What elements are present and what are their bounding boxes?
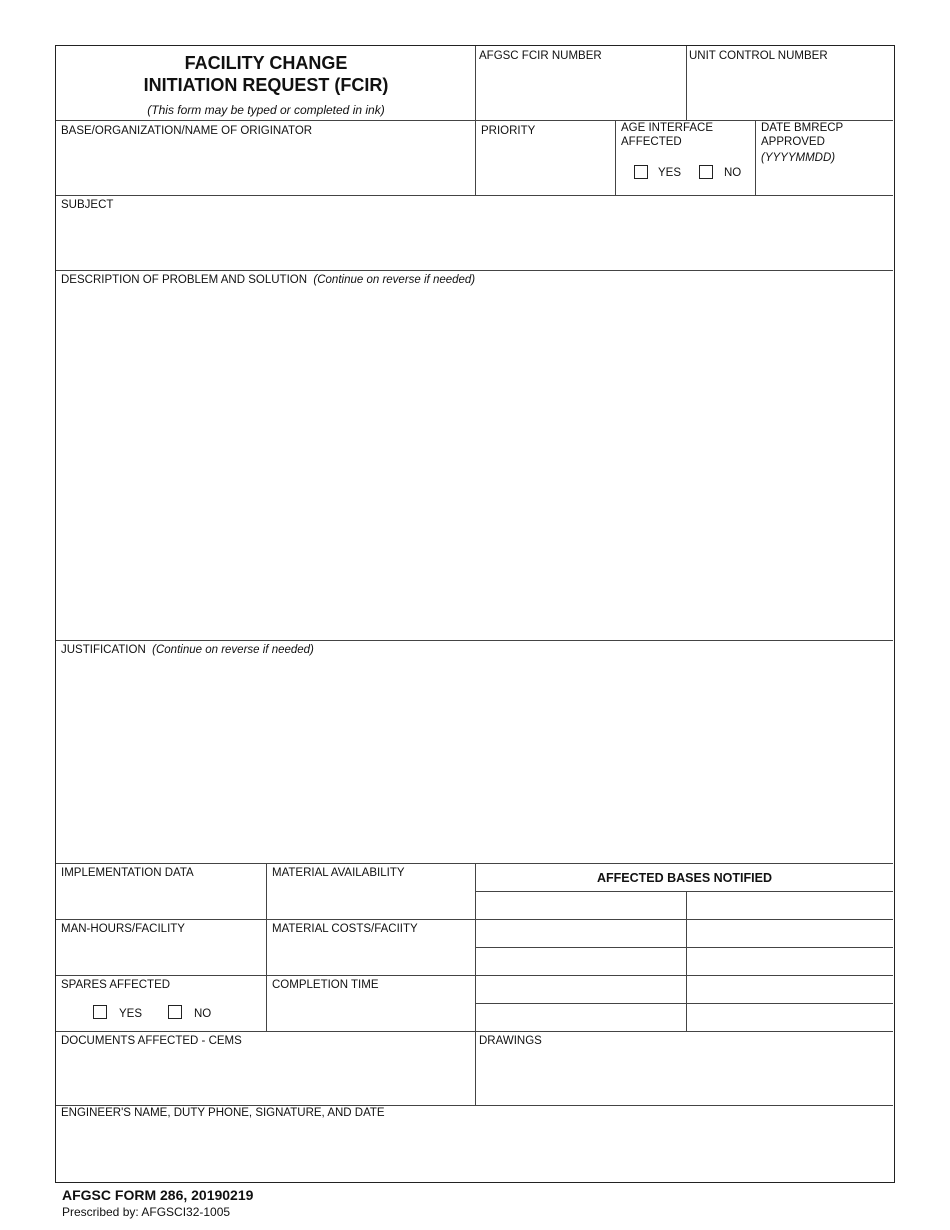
age-interface-no-label: NO — [724, 167, 742, 179]
row-divider — [56, 270, 893, 271]
affected-base-cell[interactable] — [687, 976, 892, 1003]
form-number: AFGSC FORM 286, 20190219 — [62, 1187, 254, 1203]
affected-base-cell[interactable] — [687, 892, 892, 919]
affected-base-cell[interactable] — [687, 948, 892, 975]
description-label-text: DESCRIPTION OF PROBLEM AND SOLUTION — [61, 274, 308, 286]
prescribed-by: Prescribed by: AFGSCI32-1005 — [62, 1205, 231, 1219]
priority-field[interactable] — [476, 139, 614, 194]
form-title-line1: FACILITY CHANGE — [184, 53, 348, 73]
row-divider — [56, 640, 893, 641]
date-format-hint: (YYYYMMDD) — [761, 152, 836, 164]
completion-time-label: COMPLETION TIME — [272, 979, 379, 991]
age-interface-yes-label: YES — [658, 167, 682, 179]
man-hours-label: MAN-HOURS/FACILITY — [61, 923, 185, 935]
subject-label: SUBJECT — [61, 199, 114, 211]
age-interface-no-checkbox[interactable] — [699, 165, 713, 179]
spares-affected-label: SPARES AFFECTED — [61, 979, 171, 991]
material-costs-field[interactable] — [267, 937, 474, 974]
justification-label — [61, 643, 314, 657]
unit-control-number-field[interactable] — [687, 64, 892, 119]
drawings-label: DRAWINGS — [479, 1035, 542, 1047]
priority-label: PRIORITY — [481, 125, 536, 137]
justification-label-text: JUSTIFICATION — [61, 644, 146, 656]
col-divider — [615, 120, 616, 195]
form-subtitle: (This form may be typed or completed in ink) — [147, 103, 385, 117]
spares-yes-label: YES — [119, 1008, 143, 1020]
documents-affected-field[interactable] — [57, 1049, 474, 1104]
justification-continue-note: (Continue on reverse if needed) — [152, 644, 314, 656]
affected-base-cell[interactable] — [476, 976, 685, 1003]
affected-base-cell[interactable] — [476, 920, 685, 947]
fcir-form — [55, 45, 895, 1183]
description-continue-note: (Continue on reverse if needed) — [313, 274, 476, 286]
affected-base-cell[interactable] — [476, 892, 685, 919]
spares-yes-checkbox[interactable] — [93, 1005, 107, 1019]
affected-bases-header: AFFECTED BASES NOTIFIED — [596, 871, 772, 885]
date-approved-label-line2: APPROVED — [761, 136, 825, 148]
unit-control-number-label: UNIT CONTROL NUMBER — [689, 50, 828, 62]
affected-base-cell[interactable] — [476, 1004, 685, 1031]
affected-base-cell[interactable] — [687, 1004, 892, 1031]
description-label — [61, 273, 475, 287]
material-costs-label: MATERIAL COSTS/FACIITY — [272, 923, 418, 935]
base-org-name-label: BASE/ORGANIZATION/NAME OF ORIGINATOR — [61, 125, 313, 137]
form-title-line2: INITIATION REQUEST (FCIR) — [143, 75, 389, 95]
implementation-data-label: IMPLEMENTATION DATA — [61, 867, 194, 879]
afgsc-fcir-number-label: AFGSC FCIR NUMBER — [479, 50, 602, 62]
date-approved-label-line1: DATE BMRECP — [761, 122, 844, 134]
material-availability-label: MATERIAL AVAILABILITY — [272, 867, 405, 879]
documents-affected-label: DOCUMENTS AFFECTED - CEMS — [61, 1035, 242, 1047]
date-approved-field[interactable] — [756, 166, 892, 194]
age-interface-label-line1: AGE INTERFACE — [621, 122, 714, 134]
row-divider — [56, 195, 893, 196]
justification-field[interactable] — [57, 658, 892, 862]
base-org-name-field[interactable] — [57, 139, 474, 194]
engineer-label: ENGINEER'S NAME, DUTY PHONE, SIGNATURE, AND DATE — [61, 1107, 385, 1119]
description-field[interactable] — [57, 288, 892, 639]
age-interface-label-line2: AFFECTED — [621, 136, 682, 148]
spares-no-checkbox[interactable] — [168, 1005, 182, 1019]
afgsc-fcir-number-field[interactable] — [476, 64, 685, 119]
age-interface-yes-checkbox[interactable] — [634, 165, 648, 179]
spares-no-label: NO — [194, 1008, 212, 1020]
completion-time-field[interactable] — [267, 993, 474, 1030]
man-hours-field[interactable] — [57, 937, 265, 974]
engineer-field[interactable] — [57, 1121, 892, 1181]
affected-base-cell[interactable] — [687, 920, 892, 947]
material-availability-field[interactable] — [267, 881, 474, 918]
drawings-field[interactable] — [476, 1049, 892, 1104]
subject-field[interactable] — [57, 213, 892, 269]
affected-base-cell[interactable] — [476, 948, 685, 975]
